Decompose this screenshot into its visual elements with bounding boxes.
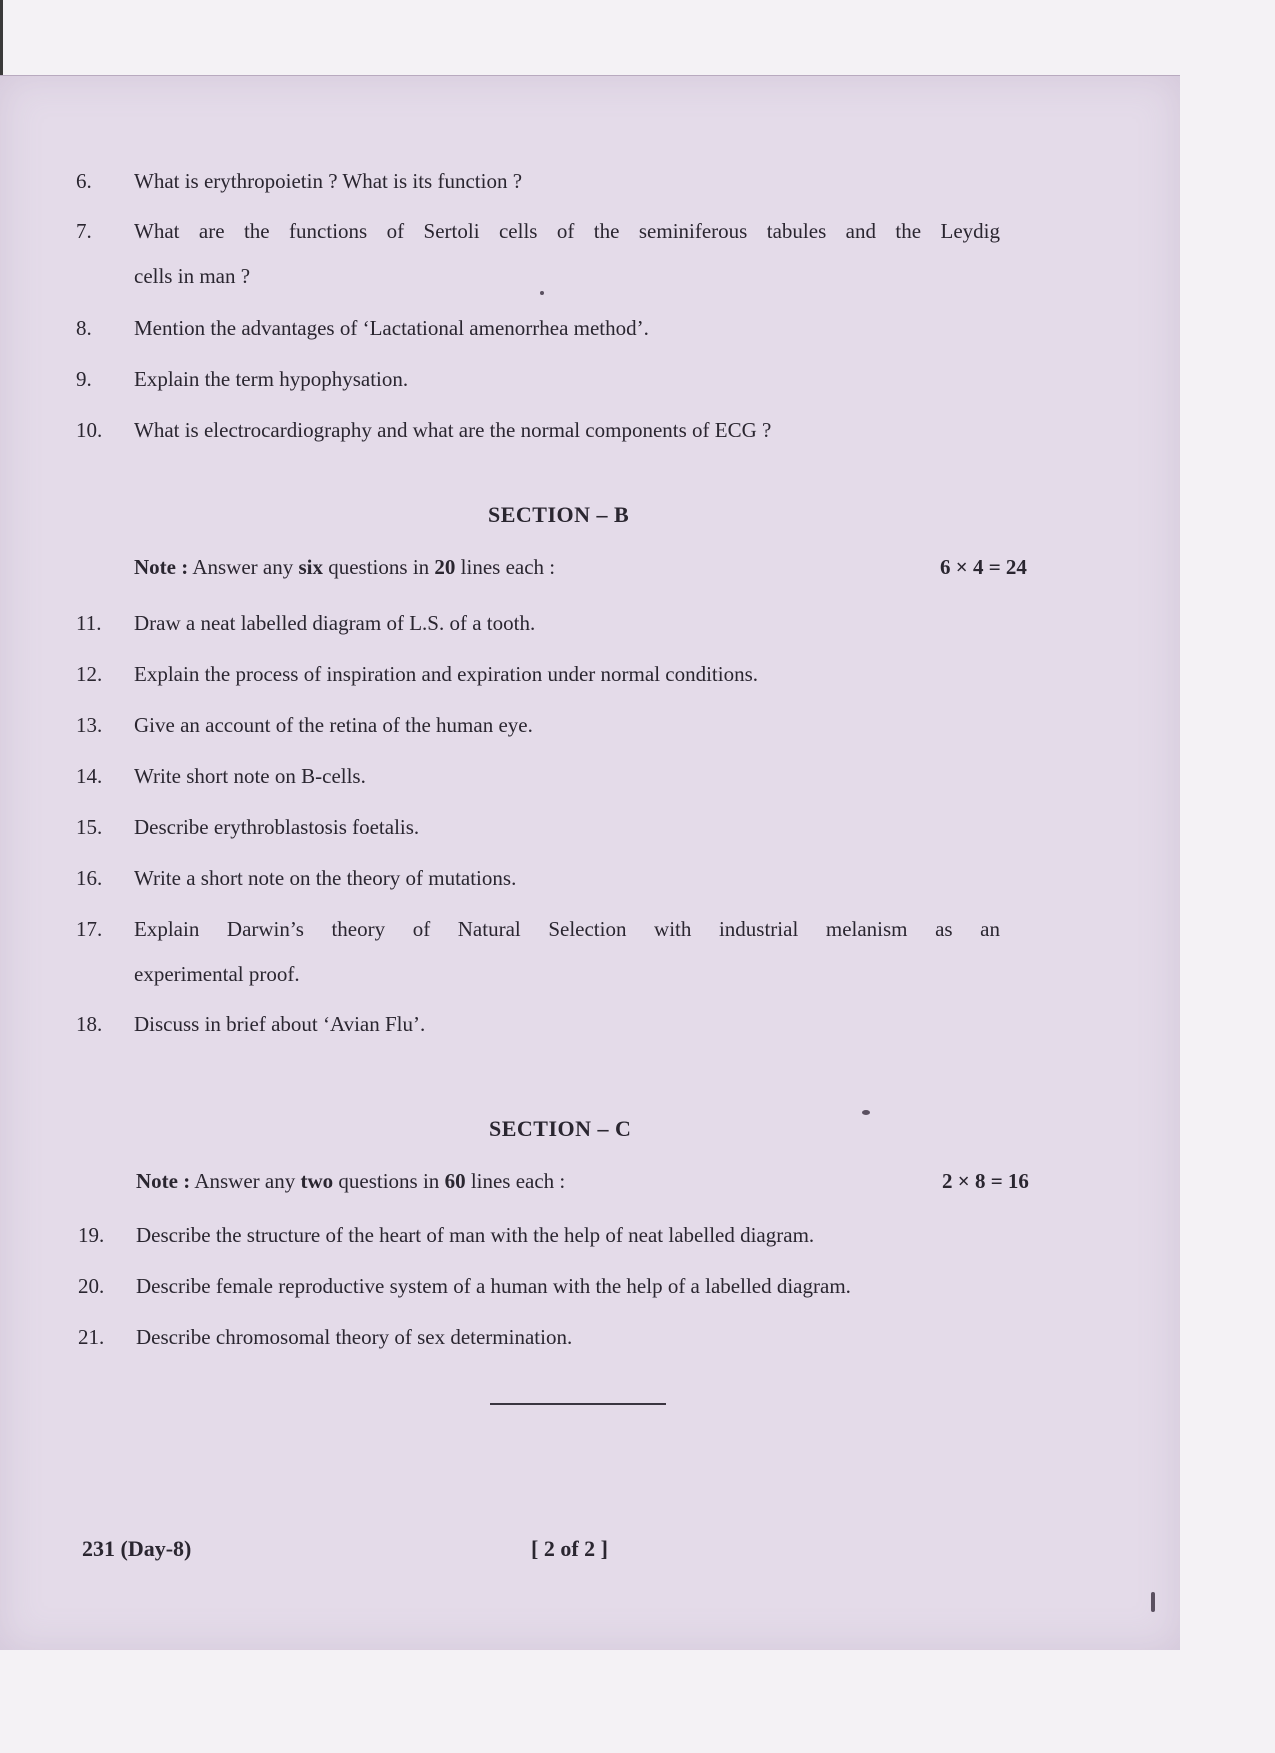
question-number: 6. bbox=[76, 169, 92, 193]
question-13 bbox=[76, 712, 533, 738]
question-text: Mention the advantages of ‘Lactational amenorrhea method’. bbox=[134, 316, 649, 340]
question-number: 15. bbox=[76, 815, 103, 839]
scan-edge bbox=[0, 0, 3, 75]
question-text: Describe erythroblastosis foetalis. bbox=[134, 815, 420, 839]
question-text: What is electrocardiography and what are the normal components of ECG ? bbox=[134, 418, 772, 442]
question-number: 13. bbox=[76, 713, 103, 737]
question-text: What are the functions of Sertoli cells of the seminiferous tabules and the Leydig bbox=[134, 219, 1000, 243]
note-text-post: lines each : bbox=[460, 555, 556, 579]
note-text-pre: Answer any bbox=[192, 555, 294, 579]
section-c-title: SECTION – C bbox=[489, 1116, 632, 1141]
question-15 bbox=[76, 814, 419, 840]
question-text: Explain the term hypophysation. bbox=[134, 367, 409, 391]
question-text-continued: cells in man ? bbox=[134, 264, 251, 288]
note-label: Note : bbox=[134, 555, 189, 579]
section-b-note bbox=[134, 555, 555, 580]
question-text: Describe chromosomal theory of sex determination. bbox=[136, 1325, 573, 1349]
question-20 bbox=[78, 1273, 851, 1299]
question-text: Write short note on B-cells. bbox=[134, 764, 366, 788]
question-number: 9. bbox=[76, 367, 92, 391]
question-number: 12. bbox=[76, 662, 103, 686]
question-text: Give an account of the retina of the human eye. bbox=[134, 713, 533, 737]
paper-edge bbox=[0, 75, 1180, 76]
note-count: two bbox=[300, 1169, 334, 1193]
scan-speck bbox=[540, 291, 544, 295]
scan-speck bbox=[862, 1110, 870, 1115]
question-number: 14. bbox=[76, 764, 103, 788]
section-b-title: SECTION – B bbox=[488, 502, 630, 527]
question-text: Describe female reproductive system of a human with the help of a labelled diagram. bbox=[136, 1274, 851, 1298]
question-7 bbox=[76, 218, 1000, 288]
question-12 bbox=[76, 661, 758, 687]
question-number: 21. bbox=[78, 1325, 105, 1349]
note-lines: 60 bbox=[444, 1169, 466, 1193]
question-17 bbox=[76, 916, 1000, 986]
scan-speck bbox=[1151, 1592, 1155, 1612]
question-number: 19. bbox=[78, 1223, 105, 1247]
question-number: 7. bbox=[76, 219, 92, 243]
exam-paper bbox=[0, 75, 1180, 1650]
question-14 bbox=[76, 763, 366, 789]
question-16 bbox=[76, 865, 516, 891]
question-text: Describe the structure of the heart of man with the help of neat labelled diagram. bbox=[136, 1223, 815, 1247]
question-text: Explain the process of inspiration and expiration under normal conditions. bbox=[134, 662, 759, 686]
question-18 bbox=[76, 1011, 425, 1037]
question-text: Write a short note on the theory of mutations. bbox=[134, 866, 517, 890]
note-count: six bbox=[298, 555, 323, 579]
note-label: Note : bbox=[136, 1169, 191, 1193]
question-10 bbox=[76, 417, 771, 443]
question-number: 16. bbox=[76, 866, 103, 890]
question-9 bbox=[76, 366, 408, 392]
question-19 bbox=[78, 1222, 814, 1248]
note-text-mid: questions in bbox=[328, 555, 430, 579]
note-text-mid: questions in bbox=[338, 1169, 440, 1193]
question-number: 17. bbox=[76, 917, 103, 941]
question-21 bbox=[78, 1324, 572, 1350]
question-6 bbox=[76, 168, 522, 194]
note-lines: 20 bbox=[434, 555, 456, 579]
question-number: 10. bbox=[76, 418, 103, 442]
page-number: [ 2 of 2 ] bbox=[531, 1536, 608, 1561]
question-text: Explain Darwin’s theory of Natural Selection with industrial melanism as an bbox=[134, 917, 1000, 941]
section-c-marks: 2 × 8 = 16 bbox=[942, 1169, 1029, 1193]
note-text-post: lines each : bbox=[470, 1169, 566, 1193]
question-text: Draw a neat labelled diagram of L.S. of a tooth. bbox=[134, 611, 536, 635]
question-number: 8. bbox=[76, 316, 92, 340]
question-number: 11. bbox=[76, 611, 102, 635]
question-text: Discuss in brief about ‘Avian Flu’. bbox=[134, 1012, 426, 1036]
question-number: 20. bbox=[78, 1274, 105, 1298]
section-b-marks: 6 × 4 = 24 bbox=[940, 555, 1027, 579]
question-text-continued: experimental proof. bbox=[134, 962, 300, 986]
question-8 bbox=[76, 315, 649, 341]
end-of-paper-rule bbox=[490, 1403, 666, 1405]
note-text-pre: Answer any bbox=[194, 1169, 296, 1193]
paper-code: 231 (Day-8) bbox=[82, 1536, 192, 1561]
question-11 bbox=[76, 610, 535, 636]
section-c-note bbox=[136, 1169, 565, 1194]
question-number: 18. bbox=[76, 1012, 103, 1036]
question-text: What is erythropoietin ? What is its function ? bbox=[134, 169, 523, 193]
